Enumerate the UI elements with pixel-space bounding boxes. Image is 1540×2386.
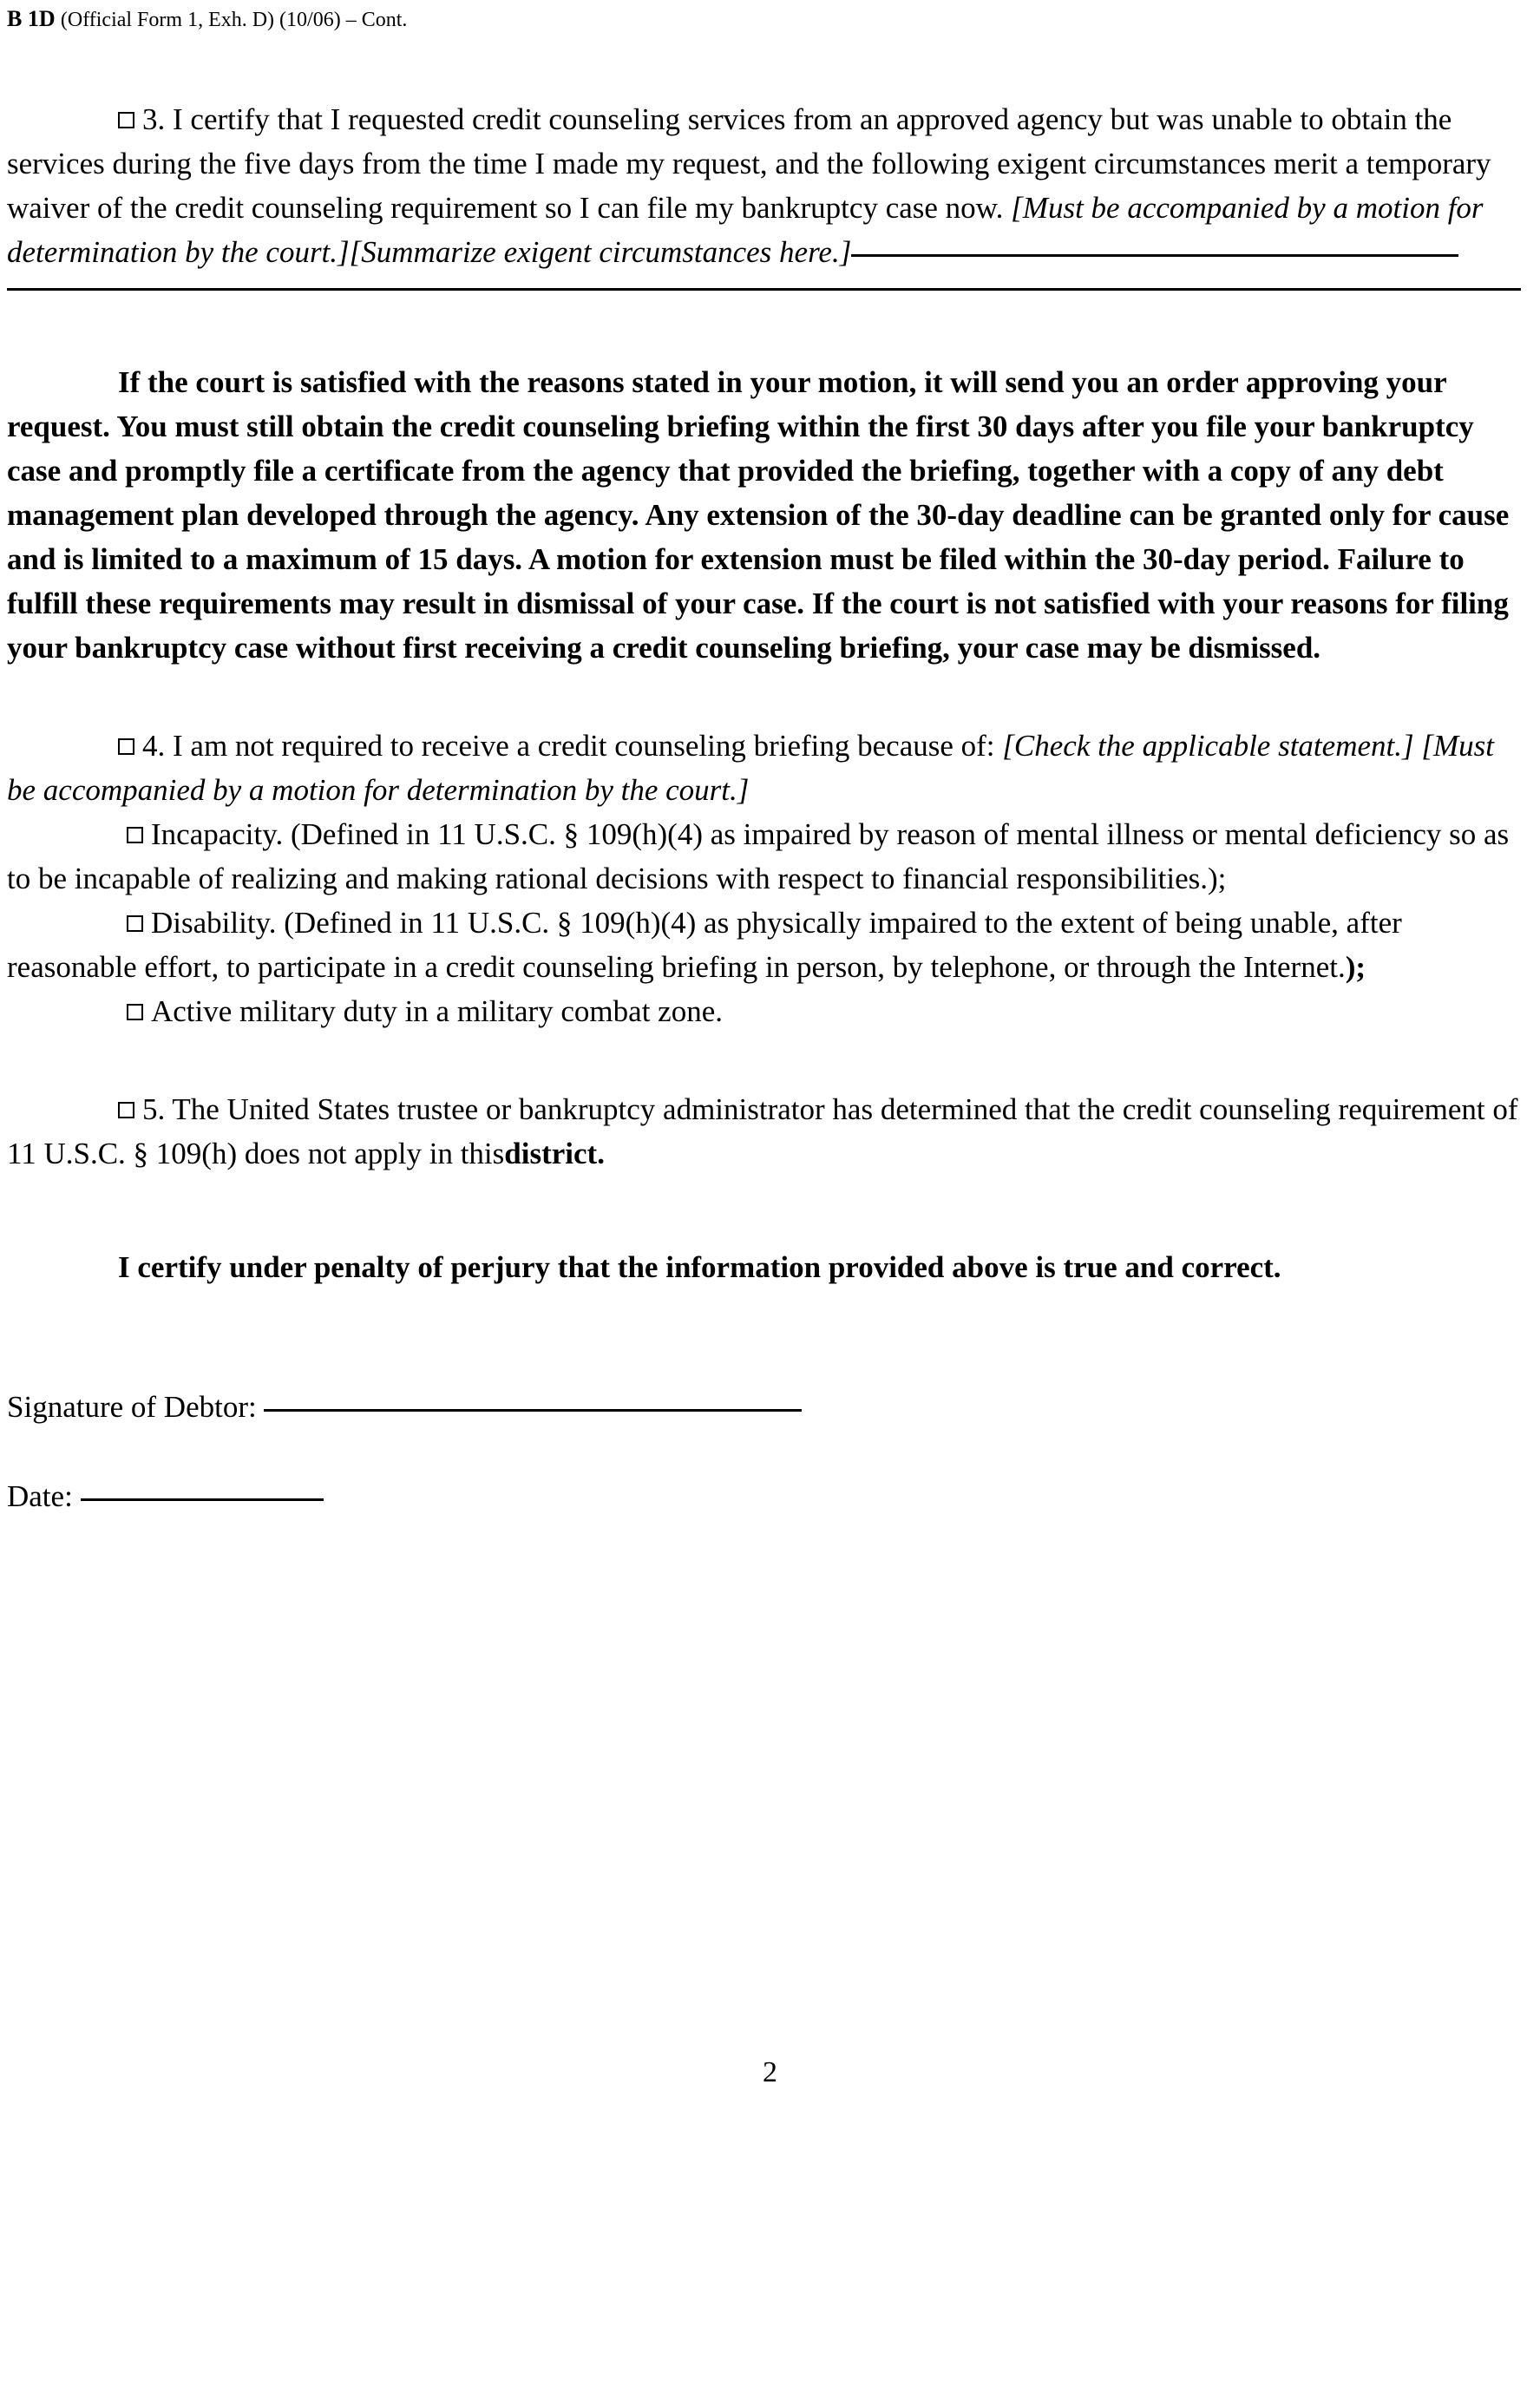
form-header — [7, 5, 407, 33]
item-4-paragraph — [7, 724, 1521, 812]
form-code: B 1D — [7, 6, 56, 31]
military-duty-checkbox[interactable] — [127, 1004, 143, 1020]
page-number: 2 — [763, 2056, 777, 2088]
court-notice-paragraph — [7, 360, 1521, 670]
item-5-text-bold: district. — [504, 1137, 605, 1170]
disability-checkbox[interactable] — [127, 915, 143, 932]
item-5-text: The United States trustee or bankruptcy administrator has determined that the credit counseling requirement of 11 U.S.C. § 109(h) does not apply in this — [7, 1092, 1518, 1170]
item-3-text: I certify that I requested credit counseling services from an approved agency but was unable to obtain the services during the five days from the time I made my request, and the following exigent circumstances merit a temporary waiver of the credit counseling requirement so I can file my bankruptcy case now. — [7, 102, 1491, 225]
disability-trailing: ); — [1345, 950, 1366, 984]
item-4-option-disability — [7, 901, 1521, 989]
item-4-option-incapacity — [7, 812, 1521, 901]
signature-of-debtor-label: Signature of Debtor: — [7, 1390, 257, 1424]
item-4-checkbox[interactable] — [118, 738, 134, 755]
date-label: Date: — [7, 1479, 73, 1513]
perjury-statement-paragraph — [7, 1245, 1521, 1289]
item-3-paragraph — [7, 97, 1521, 274]
item-5-checkbox[interactable] — [118, 1102, 134, 1118]
date-row — [7, 1474, 1521, 1518]
spacer — [7, 1429, 1521, 1474]
item-3-fill-line-1[interactable] — [851, 253, 1458, 257]
item-3-checkbox[interactable] — [118, 112, 134, 128]
item-4-italic-note-1: [Check the applicable statement.] — [1002, 729, 1414, 763]
disability-label: Disability. — [151, 906, 277, 940]
signature-of-debtor-row — [7, 1385, 1521, 1429]
spacer — [7, 274, 1521, 288]
document-body — [7, 97, 1521, 1518]
item-4-number: 4. — [142, 729, 166, 763]
incapacity-checkbox[interactable] — [127, 827, 143, 843]
form-header-detail: (Official Form 1, Exh. D) (10/06) – Cont. — [60, 9, 408, 31]
signature-of-debtor-input[interactable] — [264, 1408, 802, 1412]
spacer — [7, 291, 1521, 360]
court-notice-text: If the court is satisfied with the reasons stated in your motion, it will send you an order approving your request. You must still obtain the credit counseling briefing within the first 30 days after you file your bankruptcy case and promptly file a certificate from the agency that provided the briefing, together with a copy of any debt management plan developed through the agency. Any extension of the 30-day deadline can be granted only for cause and is limited to a maximum of 15 days. A motion for extension must be filed within the 30-day period. Failure to fulfill these requirements may result in dismissal of your case. If the court is not satisfied with your reasons for filing your bankruptcy case without first receiving a credit counseling briefing, your case may be dismissed. — [7, 365, 1510, 665]
incapacity-label: Incapacity. — [151, 817, 284, 851]
date-input[interactable] — [81, 1498, 324, 1501]
item-5-paragraph — [7, 1087, 1521, 1176]
military-duty-label: Active military duty in a military combat zone. — [151, 994, 723, 1028]
item-4-option-military — [7, 989, 1521, 1033]
spacer — [7, 1033, 1521, 1087]
incapacity-text: (Defined in 11 U.S.C. § 109(h)(4) as impaired by reason of mental illness or mental deficiency so as to be incapable of realizing and making rational decisions with respect to financial responsibilities.); — [7, 817, 1510, 895]
disability-text: (Defined in 11 U.S.C. § 109(h)(4) as physically impaired to the extent of being unable, after reasonable effort, to participate in a credit counseling briefing in person, by telephone, or through the Internet. — [7, 906, 1402, 984]
spacer — [7, 1289, 1521, 1359]
spacer — [7, 1359, 1521, 1385]
spacer — [7, 1176, 1521, 1245]
item-3-italic-note: [Must be accompanied by a motion for determination by the court.][Summarize exigent circumstances here.] — [7, 191, 1484, 269]
item-4-text: I am not required to receive a credit counseling briefing because of: — [173, 729, 995, 763]
perjury-statement-text: I certify under penalty of perjury that the information provided above is true and correct. — [118, 1250, 1281, 1284]
item-3-number: 3. — [142, 102, 166, 136]
item-5-number: 5. — [142, 1092, 166, 1126]
spacer — [7, 670, 1521, 724]
item-4-italic-note-2: [Must be accompanied by a motion for determination by the court.] — [7, 729, 1494, 807]
